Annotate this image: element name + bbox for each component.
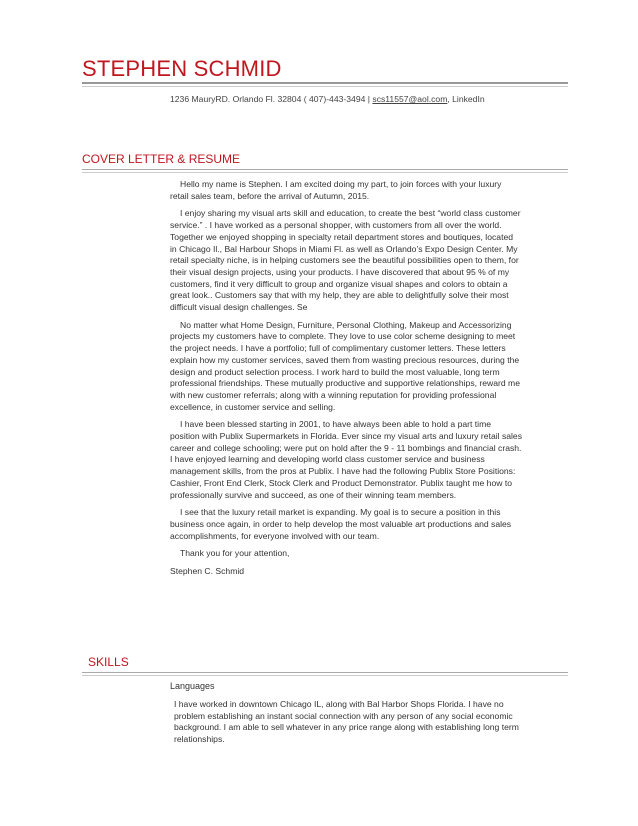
skills-languages-text: I have worked in downtown Chicago IL, along with Bal Harbor Shops Florida. I have no problem establishing an instant social connection with any person of any social economic background. I am able to sell whatever in any price range along with establishing long term relationships. (174, 699, 519, 745)
contact-line (170, 94, 485, 104)
letter-paragraph-2: I enjoy sharing my visual arts skill and education, to create the best “world class customer service.” . I have worked as a personal shopper, with customers from all over the world. Together we enjoyed shopping in specialty retail department stores and boutiques, located in Chicago Il., Bal Harbour Shops in Miami Fl. as well as Orlando’s Expo Design Center. My retail specialty niche, is in helping customers see the beautiful possibilities open to them, for their visual design projects, using your products. I have discovered that about 95 % of my customers, find it very difficult to group and organize visual shapes and colors to obtain a great look.. Customers say that with my help, they are able to delightfully solve their most difficult visual design challenges. Se (170, 208, 521, 313)
cover-letter-body (170, 179, 522, 584)
header-divider (82, 82, 568, 87)
letter-closing: Thank you for your attention, (180, 548, 290, 559)
cover-letter-heading: COVER LETTER & RESUME (82, 152, 241, 166)
skills-divider (82, 672, 568, 676)
letter-paragraph-5: I see that the luxury retail market is expanding. My goal is to secure a position in this business once again, in order to help develop the most valuable art productions and sales accomplishments, for everyone involved with our team. (170, 507, 512, 541)
letter-paragraph-3: No matter what Home Design, Furniture, Personal Clothing, Makeup and Accessorizing projects my customers have to complete. They love to use color scheme designing to meet the project needs. I have a portfolio; full of complimentary customer letters. These letters explain how my customer services, saved them from wasting precious resources, during the design and product selection process. I work hard to build the most valuable, long term professional friendships. These mutually productive and supportive relationships, reward me with new customer referrals; along with a winning reputation for providing professional excellence, in customer service and selling. (170, 319, 520, 412)
candidate-name: STEPHEN SCHMID (82, 56, 282, 81)
letter-signature: Stephen C. Schmid (170, 566, 245, 577)
letter-paragraph-1: Hello my name is Stephen. I am excited doing my part, to join forces with your luxury retail sales team, before the arrival of Autumn, 2015. (170, 179, 502, 201)
letter-paragraph-4: I have been blessed starting in 2001, to have always been able to hold a part time position with Publix Supermarkets in Florida. Ever since my visual arts and luxury retail sales career and college schooling; were put on hold after the 9 - 11 bombings and financial crash. I have enjoyed learning and developing world class customer service and business management skills, from the pros at Publix. I have had the following Publix Store Positions: Cashier, Front End Clerk, Stock Clerk and Product Demonstrator. Publix taught me how to professionally survive and succeed, as one of their winning team members. (170, 419, 523, 500)
skills-heading: SKILLS (88, 655, 129, 669)
contact-linkedin[interactable]: , LinkedIn (447, 94, 485, 104)
skills-subheading-languages: Languages (170, 681, 215, 691)
contact-email-link[interactable]: scs11557@aol.com (372, 94, 448, 104)
contact-address: 1236 MauryRD. Orlando Fl. 32804 ( 407)-443-3494 | (170, 94, 370, 104)
cover-letter-divider (82, 169, 568, 173)
